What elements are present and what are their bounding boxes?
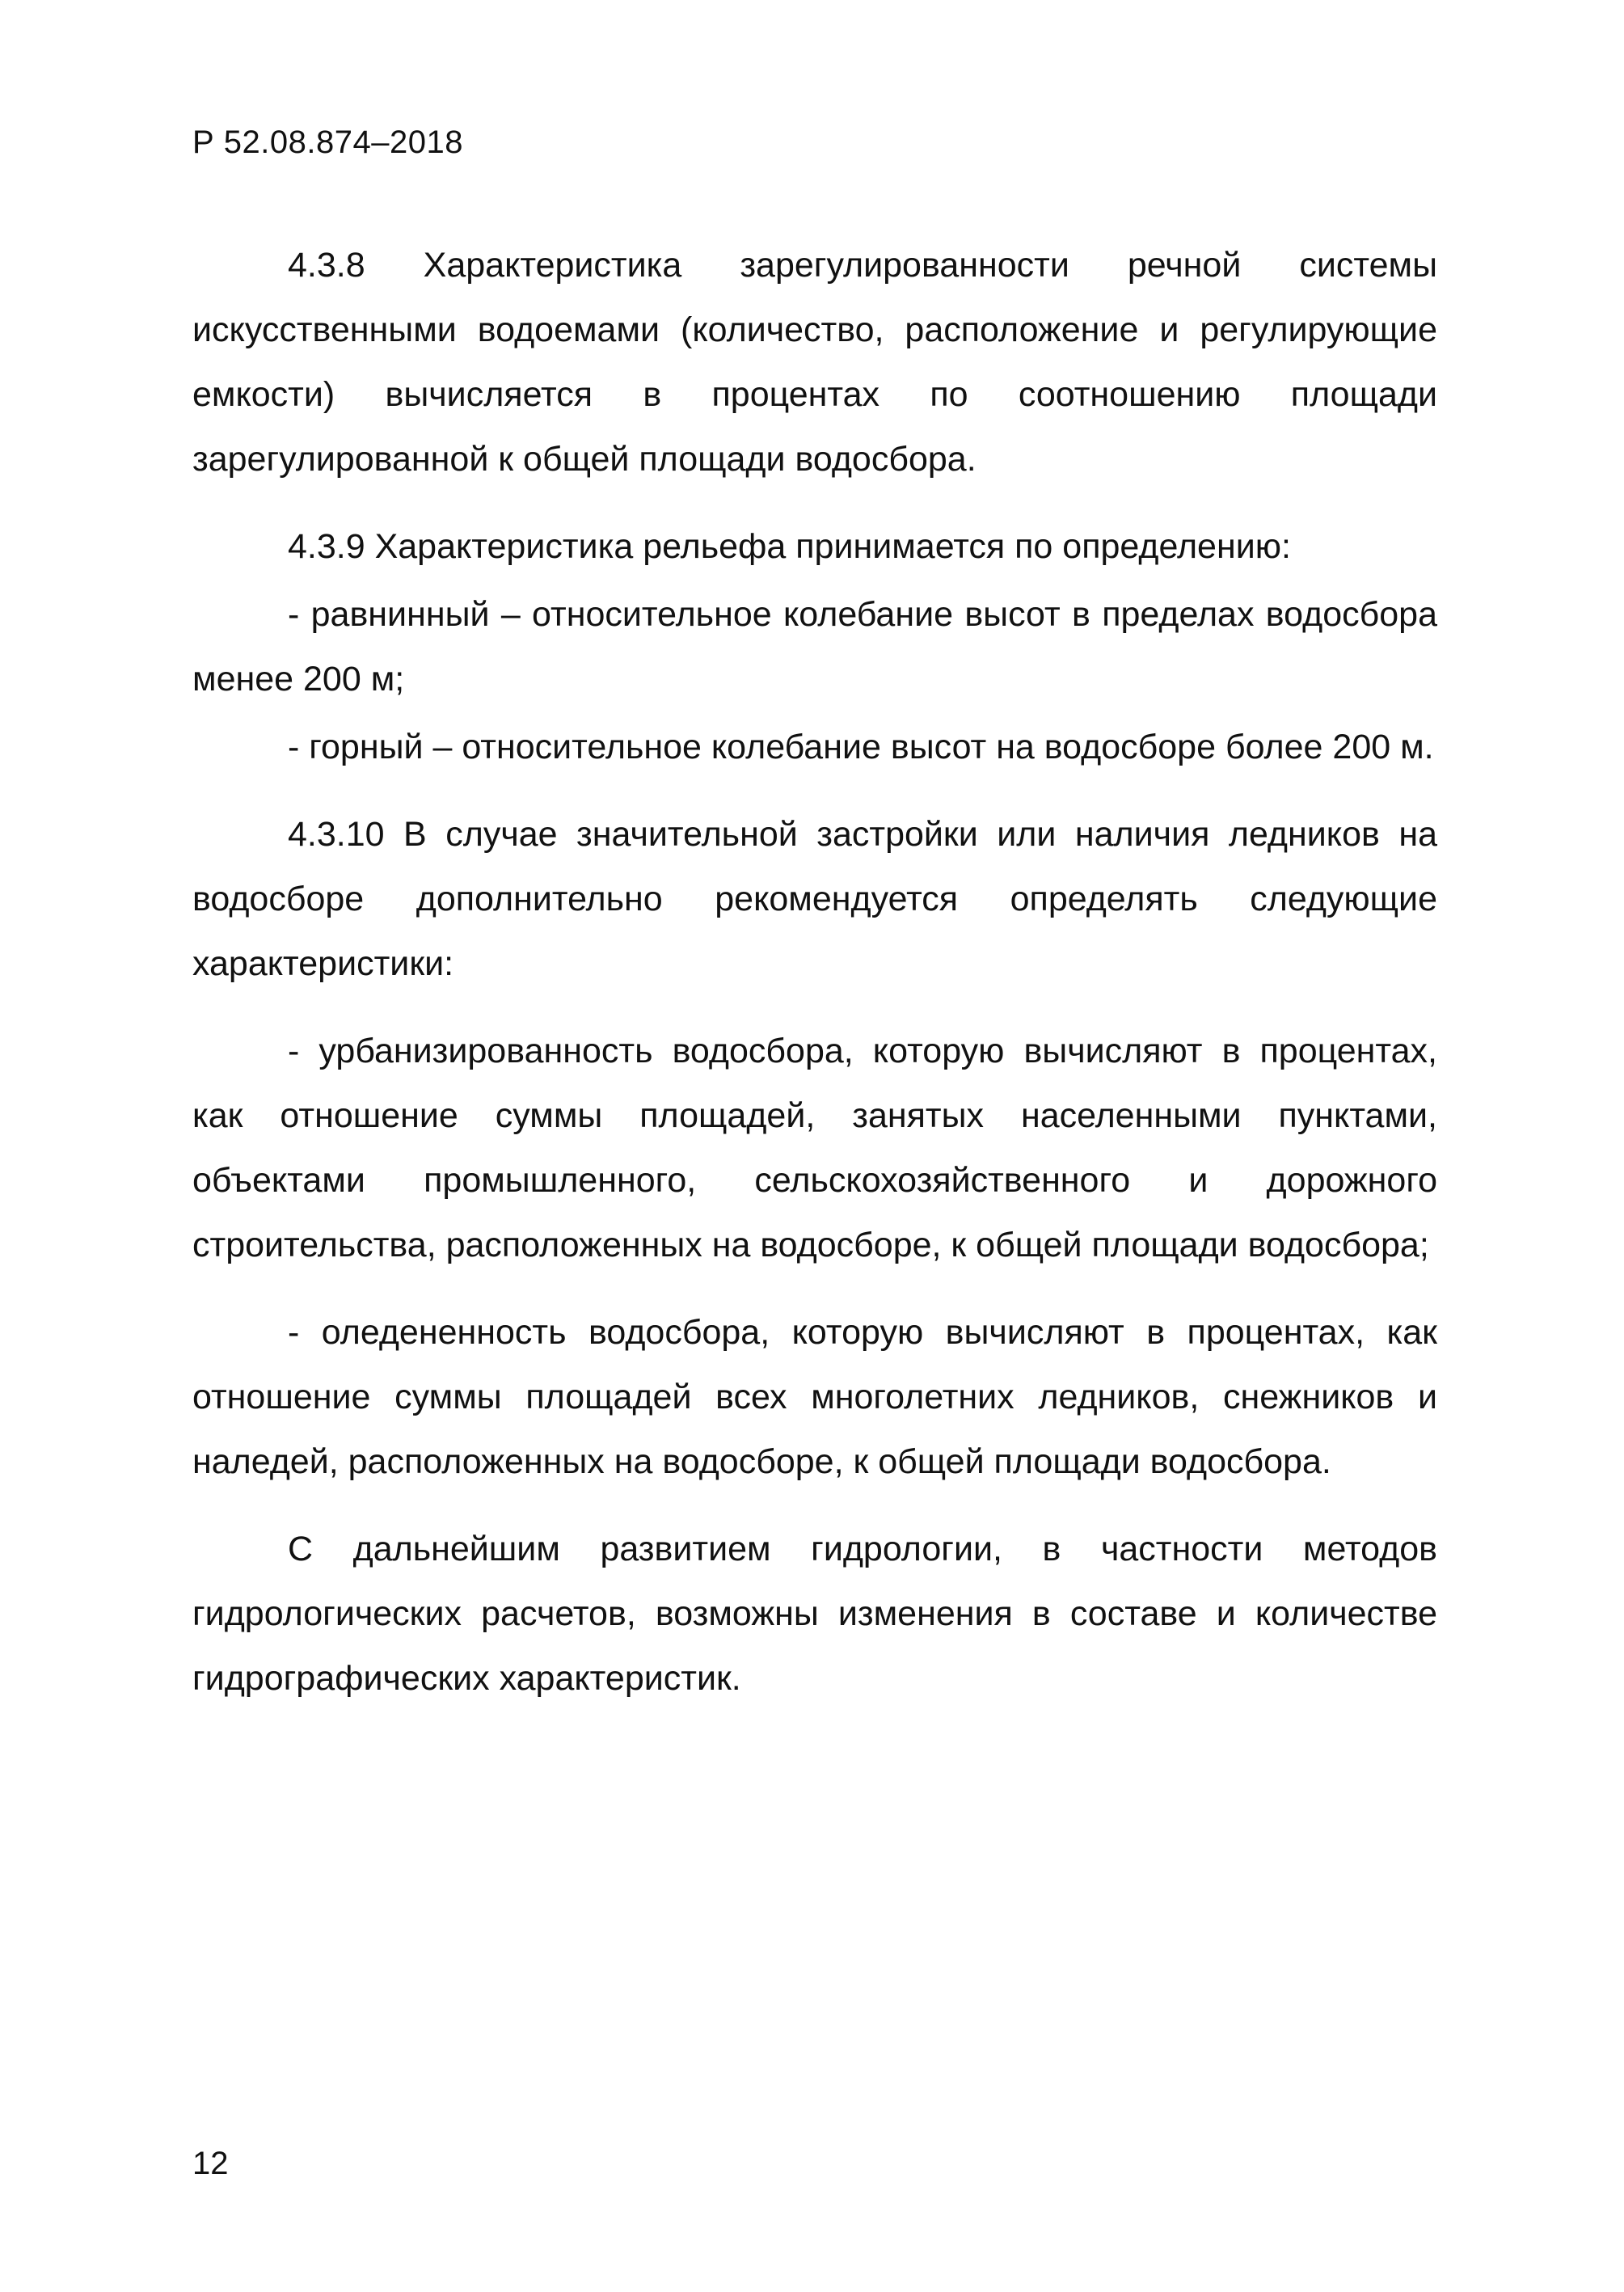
document-body (192, 233, 1437, 1733)
paragraph-closing: С дальнейшим развитием гидрологии, в частности методов гидрологических расчетов, возможны изменения в составе и количестве гидрографических характеристик. (192, 1530, 1437, 1698)
paragraph-4-3-10: 4.3.10 В случае значительной застройки или наличия ледников на водосборе дополнительно рекомендуется определять следующие характеристики: (192, 815, 1437, 983)
list-item-mountain-relief: - горный – относительное колебание высот на водосборе более 200 м. (288, 728, 1434, 766)
page-number: 12 (192, 2146, 229, 2181)
list-item-plain-relief: - равнинный – относительное колебание высот в пределах водосбора менее 200 м; (192, 595, 1437, 699)
list-item-glaciation: - оледененность водосбора, которую вычисляют в процентах, как отношение суммы площадей всех многолетних ледников, снежников и наледей, расположенных на водосборе, к общей площади водосбора. (192, 1313, 1437, 1481)
paragraph-4-3-9: 4.3.9 Характеристика рельефа принимается по определению: (288, 527, 1291, 566)
paragraph-4-3-8: 4.3.8 Характеристика зарегулированности речной системы искусственными водоемами (количество, расположение и регулирующие емкости) вычисляется в процентах по соотношению площади зарегулированной к общей площади водосбора. (192, 246, 1437, 479)
list-item-urbanization: - урбанизированность водосбора, которую вычисляют в процентах, как отношение суммы площадей, занятых населенными пунктами, объектами промышленного, сельскохозяйственного и дорожного строительства, расположенных на водосборе, к общей площади водосбора; (192, 1032, 1437, 1264)
document-code: Р 52.08.874–2018 (192, 125, 463, 160)
